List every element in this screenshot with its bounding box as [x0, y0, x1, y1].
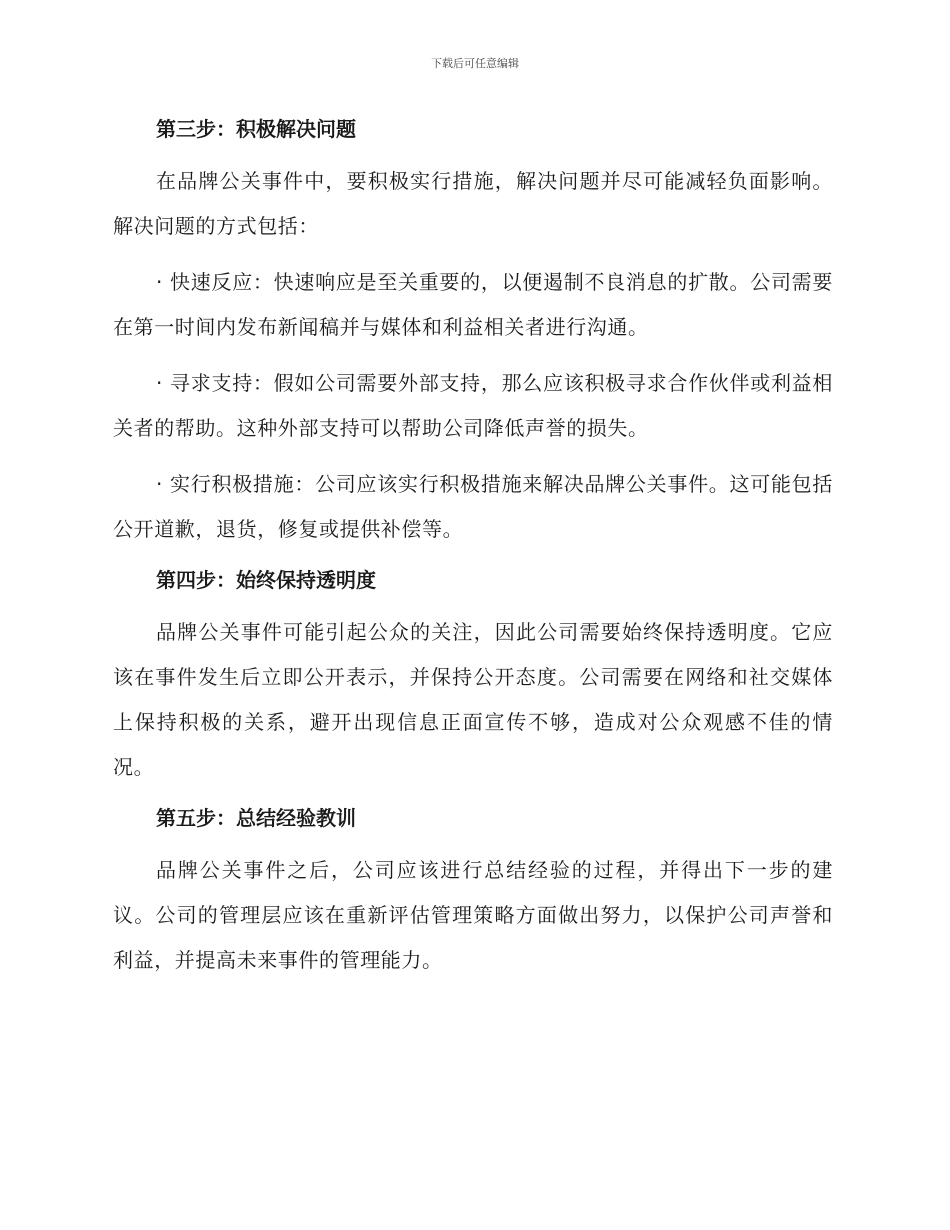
paragraph: 品牌公关事件之后，公司应该进行总结经验的过程，并得出下一步的建议。公司的管理层应该在重新评估管理策略方面做出努力，以保护公司声誉和利益，并提高未来事件的管理能力。 — [113, 858, 833, 972]
paragraph: 在品牌公关事件中，要积极实行措施，解决问题并尽可能减轻负面影响。解决问题的方式包括： — [113, 169, 833, 238]
section-step-5 — [113, 801, 833, 983]
document-body — [113, 112, 833, 994]
section-heading: 第五步：总结经验教训 — [156, 806, 356, 830]
bullet-paragraph: · 实行积极措施：公司应该实行积极措施来解决品牌公关事件。这可能包括公开道歉，退货，修复或提供补偿等。 — [113, 472, 833, 541]
section-heading: 第四步：始终保持透明度 — [156, 568, 376, 592]
section-step-4 — [113, 563, 833, 790]
page-header: 下载后可任意编辑 — [431, 57, 519, 70]
bullet-paragraph: · 寻求支持：假如公司需要外部支持，那么应该积极寻求合作伙伴或利益相关者的帮助。这种外部支持可以帮助公司降低声誉的损失。 — [113, 371, 833, 440]
bullet-paragraph: · 快速反应：快速响应是至关重要的，以便遏制不良消息的扩散。公司需要在第一时间内发布新闻稿并与媒体和利益相关者进行沟通。 — [113, 270, 833, 339]
section-heading: 第三步：积极解决问题 — [156, 117, 356, 141]
section-step-3 — [113, 112, 833, 552]
paragraph: 品牌公关事件可能引起公众的关注，因此公司需要始终保持透明度。它应该在事件发生后立即公开表示，并保持公开态度。公司需要在网络和社交媒体上保持积极的关系，避开出现信息正面宣传不够，造成对公众观感不佳的情况。 — [113, 620, 833, 779]
